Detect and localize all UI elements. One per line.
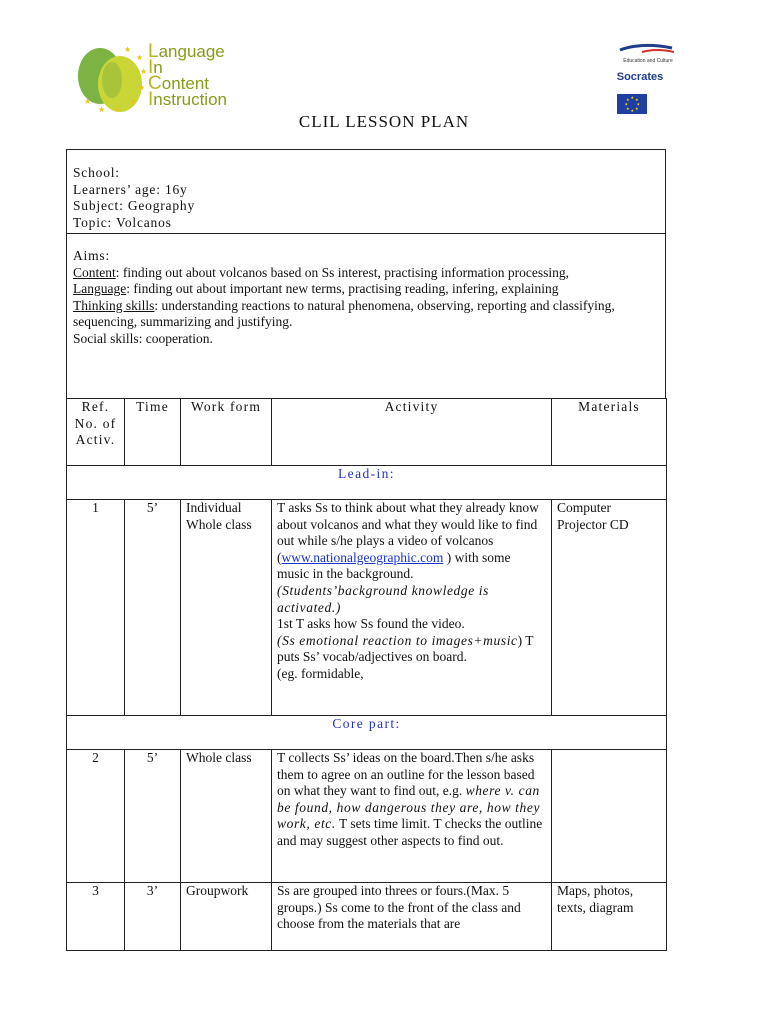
aims-social: Social skills: cooperation. (73, 330, 213, 346)
aims-content: Content: finding out about volcanos based on Ss interest, practising information processing, (73, 264, 570, 280)
section-core-part: Core part: (67, 716, 667, 750)
activity-cell: Ss are grouped into threes or fours.(Max. 5 groups.) Ss come to the front of the class and choose from the materials that are (272, 883, 552, 951)
aims-box (66, 233, 666, 399)
section-row (67, 716, 667, 750)
header-work-form: Work form (181, 399, 272, 466)
svg-text:★: ★ (98, 105, 106, 114)
svg-text:★: ★ (626, 97, 630, 102)
svg-text:★: ★ (635, 106, 639, 111)
socrates-subtitle: Education and Culture (623, 58, 673, 64)
svg-text:★: ★ (636, 101, 641, 107)
svg-text:★: ★ (114, 105, 122, 114)
svg-text:★: ★ (626, 106, 630, 111)
ref-cell: 2 (67, 750, 125, 883)
materials-cell: Maps, photos, texts, diagram (552, 883, 667, 951)
materials-cell (552, 750, 667, 883)
eu-flag-icon (617, 94, 647, 114)
table-header (67, 399, 667, 466)
subject-field: Subject: Geography (73, 198, 195, 214)
svg-text:★: ★ (136, 53, 144, 62)
ref-cell: 3 (67, 883, 125, 951)
page-title: CLIL LESSON PLAN (298, 112, 470, 131)
svg-text:★: ★ (624, 101, 629, 107)
svg-text:★: ★ (138, 83, 146, 92)
work-form-cell: Individual Whole class (181, 500, 272, 716)
learners-age-field: Learners’ age: 16y (73, 181, 188, 197)
clil-logo-text: Language In Content Instruction (148, 41, 227, 110)
aims-label: Aims: (73, 248, 111, 263)
svg-text:★: ★ (130, 97, 138, 106)
section-lead-in: Lead-in: (67, 466, 667, 500)
header-activity: Activity (272, 399, 552, 466)
table-row (67, 500, 667, 716)
svg-text:★: ★ (84, 97, 92, 106)
svg-text:★: ★ (635, 97, 639, 102)
topic-field: Topic: Volcanos (73, 214, 172, 230)
time-cell: 3’ (125, 883, 181, 951)
materials-cell: Computer Projector CD (552, 500, 667, 716)
svg-text:★: ★ (630, 108, 635, 113)
ref-cell: 1 (67, 500, 125, 716)
section-row (67, 466, 667, 500)
activity-cell: T collects Ss’ ideas on the board.Then s/he asks them to agree on an outline for the lesson based on what they want to find out, e.g. where v. can be found, how dangerous they are, how they work, etc. T sets time limit. T checks the outline and may suggest other aspects to find out. (272, 750, 552, 883)
table-row (67, 750, 667, 883)
work-form-cell: Whole class (181, 750, 272, 883)
table-row (67, 883, 667, 951)
work-form-cell: Groupwork (181, 883, 272, 951)
header-time: Time (125, 399, 181, 466)
socrates-label: Socrates (616, 71, 664, 83)
header-materials: Materials (552, 399, 667, 466)
svg-text:★: ★ (630, 95, 635, 100)
aims-language: Language: finding out about important new terms, practising reading, infering, explaining (73, 281, 559, 297)
lesson-info-box (66, 149, 666, 234)
svg-text:★: ★ (140, 67, 148, 76)
school-field: School: (73, 165, 120, 180)
svg-text:★: ★ (124, 45, 132, 54)
time-cell: 5’ (125, 750, 181, 883)
activity-cell: T asks Ss to think about what they already know about volcanos and what they would like to find out while s/he plays a video of volcanos (www.nationalgeographic.com ) with some music in the background. (Students’background knowledge is activated.) 1st T asks how Ss found the video. (Ss emotional reaction to images+music) T puts Ss’ vocab/adjectives on board. (eg. formidable, (272, 500, 552, 716)
lesson-plan-table (66, 398, 667, 951)
header-ref: Ref. No. of Activ. (67, 399, 125, 466)
aims-thinking: Thinking skills: understanding reactions to natural phenomena, observing, reporting and classifying, sequencing, summarizing and justifying. (73, 297, 615, 330)
national-geographic-link[interactable]: www.nationalgeographic.com (281, 549, 444, 565)
time-cell: 5’ (125, 500, 181, 716)
